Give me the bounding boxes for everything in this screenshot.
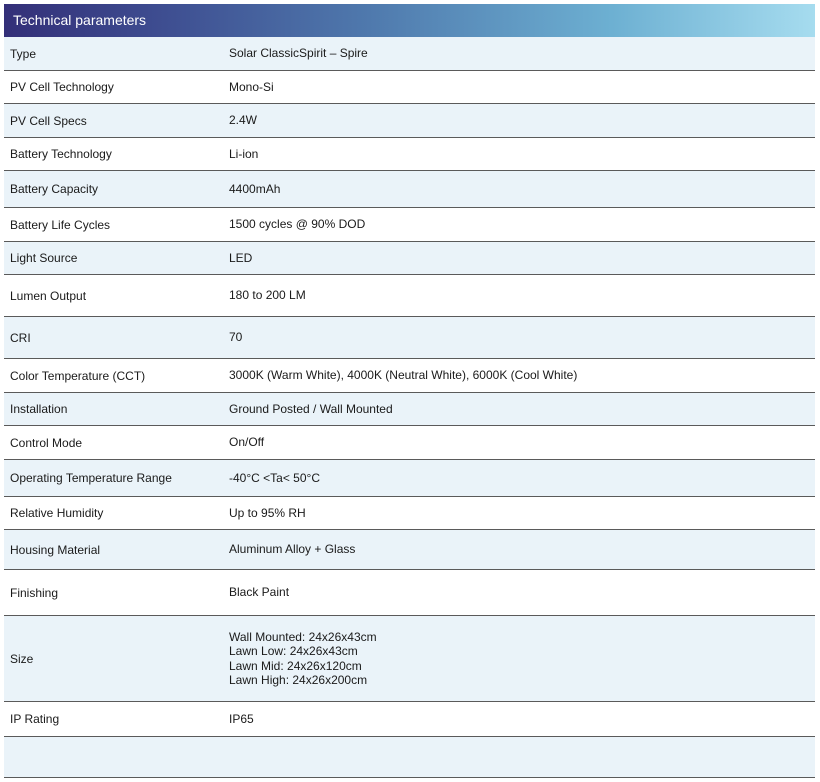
row-value — [225, 542, 815, 557]
row-value — [225, 585, 815, 600]
table-row — [4, 242, 815, 275]
row-label: Light Source — [10, 251, 78, 265]
row-value-line: Li-ion — [229, 146, 259, 161]
row-value-line: 180 to 200 LM — [229, 288, 306, 303]
table-row — [4, 104, 815, 138]
row-value-line: Aluminum Alloy + Glass — [229, 542, 356, 557]
row-value — [225, 368, 815, 383]
row-value — [225, 147, 815, 162]
row-label: Operating Temperature Range — [10, 471, 172, 485]
row-value — [225, 46, 815, 61]
table-title: Technical parameters — [13, 12, 147, 28]
row-label: CRI — [10, 330, 31, 345]
table-row — [4, 171, 815, 208]
row-value-line: Black Paint — [229, 585, 290, 600]
row-label: Relative Humidity — [10, 506, 104, 520]
table-row — [4, 317, 815, 359]
table-row — [4, 275, 815, 317]
row-value — [225, 251, 815, 266]
row-value-line: On/Off — [229, 435, 265, 450]
row-value — [225, 80, 815, 95]
table-body — [4, 37, 815, 778]
row-value-line: IP65 — [229, 711, 254, 726]
table-row — [4, 208, 815, 242]
row-value-line: Lawn High: 24x26x200cm — [229, 673, 368, 687]
table-row — [4, 359, 815, 393]
table-row — [4, 737, 815, 778]
row-value — [225, 630, 815, 688]
table-row — [4, 138, 815, 171]
table-row — [4, 460, 815, 497]
row-value — [225, 288, 815, 303]
row-label: PV Cell Technology — [10, 80, 114, 94]
row-value-line: Lawn Low: 24x26x43cm — [229, 644, 358, 658]
row-value — [225, 182, 815, 197]
row-value-line: 3000K (Warm White), 4000K (Neutral White), 6000K (Cool White) — [229, 368, 578, 383]
row-value-line: LED — [229, 250, 253, 265]
table-row — [4, 393, 815, 426]
row-label: Lumen Output — [10, 288, 87, 303]
row-value — [225, 471, 815, 486]
row-value-line: 1500 cycles @ 90% DOD — [229, 217, 366, 232]
row-value-line: Lawn Mid: 24x26x120cm — [229, 658, 362, 673]
row-label: Finishing — [10, 585, 59, 600]
row-value — [225, 712, 815, 727]
row-label: Battery Technology — [10, 147, 112, 161]
row-value — [225, 402, 815, 417]
technical-parameters-table — [4, 4, 815, 778]
row-value — [225, 435, 815, 450]
row-label: Installation — [10, 402, 68, 416]
table-row — [4, 426, 815, 460]
row-value-line: Mono-Si — [229, 79, 274, 94]
row-label: PV Cell Specs — [10, 113, 87, 128]
row-value-line: Solar ClassicSpirit – Spire — [229, 46, 368, 61]
row-value — [225, 506, 815, 521]
table-row — [4, 497, 815, 530]
row-value-line: -40°C <Ta< 50°C — [229, 470, 320, 485]
row-label: Type — [10, 46, 37, 61]
table-row — [4, 71, 815, 104]
row-label: IP Rating — [10, 712, 60, 726]
row-value — [225, 330, 815, 345]
table-row — [4, 702, 815, 737]
row-value-line: Ground Posted / Wall Mounted — [229, 401, 393, 416]
table-header — [4, 4, 815, 37]
row-value — [225, 113, 815, 128]
table-row — [4, 570, 815, 616]
row-label: Control Mode — [10, 435, 83, 450]
row-label: Battery Capacity — [10, 182, 99, 196]
row-value-line: 4400mAh — [229, 181, 281, 196]
row-label: Size — [10, 651, 34, 666]
row-value — [225, 217, 815, 232]
table-row — [4, 530, 815, 570]
row-label: Battery Life Cycles — [10, 217, 111, 232]
row-value-line: Wall Mounted: 24x26x43cm — [229, 629, 377, 644]
table-row — [4, 616, 815, 702]
row-value-line: Up to 95% RH — [229, 505, 306, 520]
table-row — [4, 37, 815, 71]
row-label: Color Temperature (CCT) — [10, 368, 146, 383]
row-label: Housing Material — [10, 542, 101, 557]
row-value-line: 70 — [229, 330, 243, 345]
row-value-line: 2.4W — [229, 113, 258, 128]
